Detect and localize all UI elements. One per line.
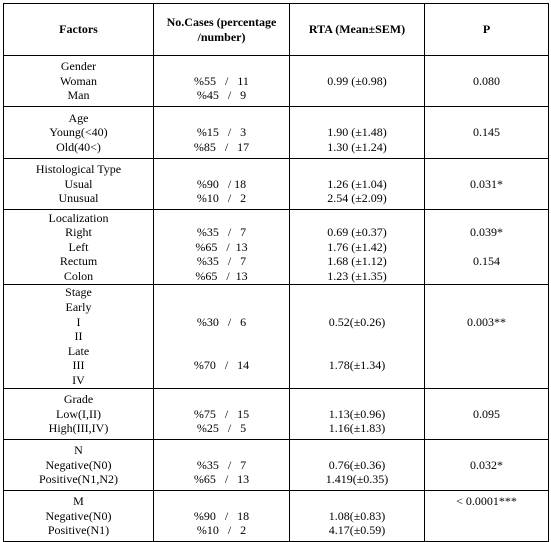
- factors-line: Unusual: [58, 191, 99, 206]
- factors-line: Negative(N0): [45, 457, 112, 472]
- factor-cell: [4, 210, 154, 285]
- p-line: [427, 358, 546, 373]
- cases-line: [156, 494, 287, 509]
- factors-line: Low(I,II): [56, 406, 101, 421]
- rta-line: 4.17(±0.59): [328, 523, 386, 538]
- cases-line: %75 / 15: [193, 406, 250, 421]
- header-factors: Factors: [4, 4, 154, 56]
- factors-line: Colon: [63, 268, 94, 283]
- cases-line: %10 / 2: [196, 191, 247, 206]
- factors-line: Young(<40): [49, 125, 108, 140]
- p-line: [427, 240, 546, 255]
- p-line: [427, 162, 546, 177]
- cases-line: %10 / 2: [196, 523, 247, 538]
- table-row: [4, 285, 549, 389]
- p-line: [427, 344, 546, 359]
- header-rta: RTA (Mean±SEM): [290, 4, 425, 56]
- rta-cell: [290, 159, 425, 210]
- p-line: 0.145: [473, 125, 500, 140]
- table-row: [4, 159, 549, 210]
- p-line: 0.080: [473, 73, 500, 88]
- p-cell: [425, 56, 549, 107]
- rta-line: [292, 111, 422, 126]
- cases-line: [156, 329, 287, 344]
- cases-line: %90 / 18: [193, 508, 250, 523]
- table-row: [4, 107, 549, 159]
- rta-line: 1.78(±1.34): [328, 358, 386, 373]
- factors-line: Gender: [60, 59, 97, 74]
- rta-line: [292, 285, 422, 300]
- cases-line: %45 / 9: [196, 88, 247, 103]
- cases-line: %30 / 6: [196, 314, 247, 329]
- cases-cell: [154, 491, 290, 542]
- p-line: [427, 285, 546, 300]
- factor-cell: [4, 491, 154, 542]
- rta-line: [292, 329, 422, 344]
- factors-line: M: [73, 494, 84, 509]
- factors-line: Positive(N1): [47, 523, 110, 538]
- cases-cell: [154, 389, 290, 440]
- p-cell: [425, 210, 549, 285]
- cases-line: [156, 344, 287, 359]
- p-line: [427, 111, 546, 126]
- table-row: [4, 56, 549, 107]
- factor-cell: [4, 440, 154, 491]
- factors-line: Positive(N1,N2): [39, 472, 118, 487]
- cases-line: [156, 443, 287, 458]
- factors-line: Negative(N0): [45, 508, 112, 523]
- rta-line: 1.68 (±1.12): [327, 254, 387, 269]
- rta-line: 1.90 (±1.48): [327, 125, 387, 140]
- cases-line: %65 / 13: [195, 239, 248, 254]
- cases-cell: [154, 107, 290, 159]
- p-line: [427, 523, 546, 538]
- rta-cell: [290, 107, 425, 159]
- factors-line: IV: [72, 372, 85, 387]
- cases-cell: [154, 440, 290, 491]
- cases-cell: [154, 159, 290, 210]
- rta-line: 1.13(±0.96): [328, 406, 386, 421]
- p-cell: [425, 440, 549, 491]
- cases-line: [156, 59, 287, 74]
- factors-line: Early: [65, 300, 92, 315]
- p-line: [427, 472, 546, 487]
- p-line: 0.039*: [470, 225, 503, 240]
- rta-line: [292, 443, 422, 458]
- p-line: [427, 269, 546, 284]
- rta-line: [292, 88, 422, 103]
- factors-line: Age: [68, 110, 89, 125]
- p-cell: [425, 107, 549, 159]
- factors-line: III: [72, 358, 85, 373]
- factors-line: Late: [67, 343, 90, 358]
- cases-line: [156, 162, 287, 177]
- rta-line: [292, 300, 422, 315]
- factor-cell: [4, 56, 154, 107]
- factor-cell: [4, 285, 154, 389]
- rta-line: [292, 211, 422, 226]
- factors-line: Right: [65, 225, 92, 240]
- p-line: 0.031*: [470, 176, 503, 191]
- table-row: [4, 440, 549, 491]
- p-line: 0.003**: [467, 314, 506, 329]
- cases-line: %55 / 11: [194, 73, 249, 88]
- header-cases-line: No.Cases (percentage: [166, 14, 277, 29]
- cases-line: [156, 111, 287, 126]
- cases-line: [156, 392, 287, 407]
- p-line: 0.154: [473, 254, 500, 269]
- header-cases-line: /number): [197, 29, 246, 44]
- factors-line: Rectum: [59, 254, 98, 269]
- p-cell: [425, 285, 549, 389]
- p-line: [427, 211, 546, 226]
- rta-line: 1.23 (±1.35): [327, 268, 387, 283]
- p-line: [427, 329, 546, 344]
- p-line: [427, 373, 546, 388]
- rta-line: 0.52(±0.26): [328, 314, 386, 329]
- factor-cell: [4, 389, 154, 440]
- table-row: [4, 389, 549, 440]
- p-line: [427, 88, 546, 103]
- cases-line: %35 / 7: [196, 457, 247, 472]
- rta-cell: [290, 56, 425, 107]
- cases-cell: [154, 56, 290, 107]
- rta-cell: [290, 491, 425, 542]
- statistics-table: [3, 3, 549, 542]
- cases-line: [156, 211, 287, 226]
- rta-line: 1.76 (±1.42): [327, 239, 387, 254]
- rta-cell: [290, 440, 425, 491]
- rta-line: 1.26 (±1.04): [327, 176, 387, 191]
- factors-line: Old(40<): [56, 139, 101, 154]
- rta-line: 0.69 (±0.37): [327, 225, 387, 240]
- factor-cell: [4, 159, 154, 210]
- p-line: [427, 140, 546, 155]
- p-line: [427, 59, 546, 74]
- table-row: [4, 491, 549, 542]
- factors-line: Stage: [65, 285, 92, 300]
- cases-line: %65 / 13: [193, 472, 250, 487]
- p-cell: [425, 491, 549, 542]
- cases-line: %70 / 14: [193, 358, 250, 373]
- p-line: 0.095: [473, 406, 500, 421]
- p-line: [427, 443, 546, 458]
- rta-line: 0.99 (±0.98): [327, 73, 387, 88]
- cases-line: [156, 300, 287, 315]
- header-row: [4, 4, 549, 56]
- p-line: [427, 421, 546, 436]
- factors-line: N: [74, 443, 83, 458]
- cases-line: %85 / 17: [193, 139, 250, 154]
- p-line: [427, 392, 546, 407]
- table-row: [4, 210, 549, 285]
- p-line: 0.032*: [470, 457, 503, 472]
- p-line: [427, 191, 546, 206]
- p-cell: [425, 159, 549, 210]
- factors-line: Usual: [64, 176, 93, 191]
- rta-line: 1.419(±0.35): [325, 472, 389, 487]
- rta-line: 0.76(±0.36): [328, 457, 386, 472]
- factors-line: High(III,IV): [48, 421, 109, 436]
- cases-line: [156, 373, 287, 388]
- cases-cell: [154, 210, 290, 285]
- rta-cell: [290, 210, 425, 285]
- rta-line: [292, 59, 422, 74]
- factors-line: Histological Type: [35, 162, 122, 177]
- cases-line: %25 / 5: [196, 421, 247, 436]
- factors-line: Woman: [59, 73, 98, 88]
- header-p: P: [425, 4, 549, 56]
- factors-line: II: [74, 329, 83, 344]
- cases-line: %90 / 18: [196, 176, 247, 191]
- rta-line: 2.54 (±2.09): [327, 191, 387, 206]
- p-line: [427, 300, 546, 315]
- cases-line: %65 / 13: [195, 268, 248, 283]
- rta-line: [292, 494, 422, 509]
- p-line: < 0.0001***: [456, 494, 517, 509]
- p-cell: [425, 389, 549, 440]
- rta-cell: [290, 285, 425, 389]
- rta-line: [292, 373, 422, 388]
- factors-line: I: [76, 314, 81, 329]
- cases-line: [156, 285, 287, 300]
- factors-line: Man: [67, 88, 90, 103]
- rta-line: 1.08(±0.83): [328, 508, 386, 523]
- cases-cell: [154, 285, 290, 389]
- rta-line: 1.30 (±1.24): [327, 139, 387, 154]
- factor-cell: [4, 107, 154, 159]
- factors-line: Left: [68, 239, 89, 254]
- cases-line: %15 / 3: [196, 125, 247, 140]
- p-line: [427, 509, 546, 524]
- rta-line: 1.16(±1.83): [328, 421, 386, 436]
- cases-line: %35 / 7: [196, 225, 247, 240]
- factors-line: Grade: [63, 392, 94, 407]
- rta-line: [292, 344, 422, 359]
- rta-line: [292, 162, 422, 177]
- cases-line: %35 / 7: [196, 254, 247, 269]
- factors-line: Localization: [48, 210, 109, 225]
- header-cases: [154, 4, 290, 56]
- rta-line: [292, 392, 422, 407]
- rta-cell: [290, 389, 425, 440]
